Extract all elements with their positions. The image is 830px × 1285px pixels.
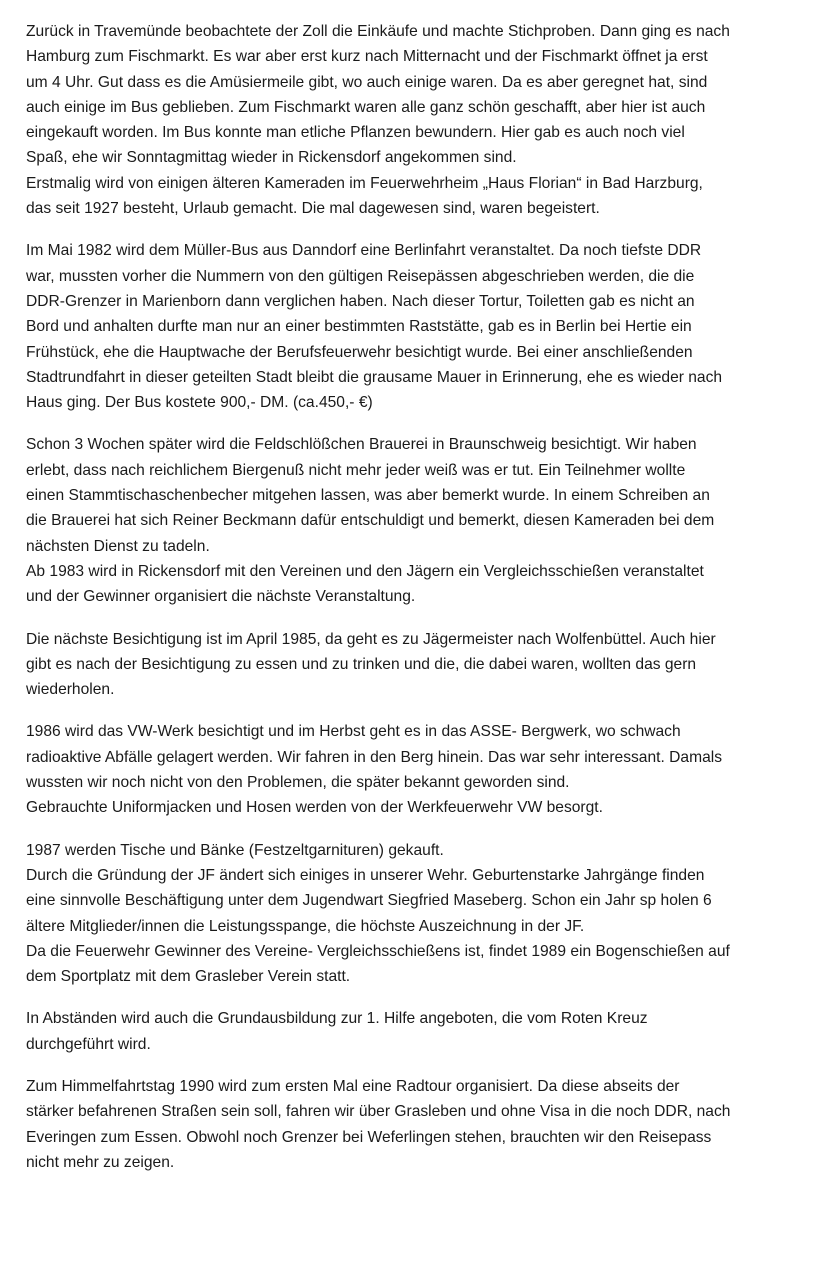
text-line: DDR-Grenzer in Marienborn dann verglichen haben. Nach dieser Tortur, Toiletten gab es nicht an: [26, 292, 695, 310]
text-line: eingekauft worden. Im Bus konnte man etliche Pflanzen bewundern. Hier gab es auch noch viel: [26, 124, 685, 142]
text-line: Bord und anhalten durfte man nur an einer bestimmten Raststätte, gab es in Berlin bei Hertie ein: [26, 318, 692, 336]
paragraph-travemuende: [26, 19, 820, 221]
paragraph-jaegermeister: [26, 627, 820, 703]
text-line: war, mussten vorher die Nummern von den gültigen Reisepässen abgeschrieben werden, die die: [26, 267, 695, 285]
text-line: Everingen zum Essen. Obwohl noch Grenzer bei Weferlingen stehen, brauchten wir den Reisepass: [26, 1128, 712, 1146]
text-line: Schon 3 Wochen später wird die Feldschlößchen Brauerei in Braunschweig besichtigt. Wir haben: [26, 436, 697, 454]
text-line: dem Sportplatz mit dem Grasleber Verein statt.: [26, 968, 351, 986]
text-line: Gebrauchte Uniformjacken und Hosen werden von der Werkfeuerwehr VW besorgt.: [26, 799, 603, 817]
text-line: einen Stammtischaschenbecher mitgehen lassen, was aber bemerkt wurde. In einem Schreiben an: [26, 487, 710, 505]
text-line: 1987 werden Tische und Bänke (Festzeltgarnituren) gekauft.: [26, 841, 444, 859]
text-line: Frühstück, ehe die Hauptwache der Berufsfeuerwehr besichtigt wurde. Bei einer anschließenden: [26, 343, 693, 361]
text-line: stärker befahrenen Straßen sein soll, fahren wir über Grasleben und ohne Visa in die noch DDR, nach: [26, 1103, 731, 1121]
text-line: auch einige im Bus geblieben. Zum Fischmarkt waren alle ganz schön geschafft, aber hier ist auch: [26, 98, 706, 116]
text-line: Zurück in Travemünde beobachtete der Zoll die Einkäufe und machte Stichproben. Dann ging es nach: [26, 23, 730, 40]
text-line: nächsten Dienst zu tadeln.: [26, 537, 210, 555]
text-line: eine sinnvolle Beschäftigung unter dem Jugendwart Siegfried Maseberg. Schon ein Jahr sp holen 6: [26, 892, 712, 910]
paragraph-berlinfahrt: [26, 238, 820, 415]
text-line: Erstmalig wird von einigen älteren Kameraden im Feuerwehrheim „Haus Florian“ in Bad Harzburg,: [26, 174, 703, 192]
text-line: nicht mehr zu zeigen.: [26, 1153, 175, 1171]
text-line: erlebt, dass nach reichlichem Biergenuß nicht mehr jeder weiß was er tut. Ein Teilnehmer wollte: [26, 461, 686, 479]
text-line: gibt es nach der Besichtigung zu essen und zu trinken und die, die dabei waren, wollten das gern: [26, 655, 697, 673]
text-line: 1986 wird das VW-Werk besichtigt und im Herbst geht es in das ASSE- Bergwerk, wo schwach: [26, 723, 681, 741]
text-line: wussten wir noch nicht von den Problemen, die später bekannt geworden sind.: [26, 774, 570, 792]
text-line: wiederholen.: [26, 681, 115, 699]
text-line: radioaktive Abfälle gelagert werden. Wir fahren in den Berg hinein. Das war sehr interessant. Damals: [26, 748, 723, 766]
text-line: Zum Himmelfahrtstag 1990 wird zum ersten Mal eine Radtour organisiert. Da diese abseits der: [26, 1077, 680, 1095]
paragraph-erste-hilfe: [26, 1006, 820, 1057]
text-line: Hamburg zum Fischmarkt. Es war aber erst kurz nach Mitternacht und der Fischmarkt öffnet ja erst: [26, 48, 708, 66]
text-line: das seit 1927 besteht, Urlaub gemacht. Die mal dagewesen sind, waren begeistert.: [26, 200, 600, 218]
text-line: Ab 1983 wird in Rickensdorf mit den Vereinen und den Jägern ein Vergleichsschießen veranstaltet: [26, 562, 704, 580]
paragraph-brauerei: [26, 432, 820, 609]
text-line: Stadtrundfahrt in dieser geteilten Stadt bleibt die grausame Mauer in Erinnerung, ehe es wieder nach: [26, 368, 723, 386]
text-line: durchgeführt wird.: [26, 1035, 151, 1053]
paragraph-radtour: [26, 1074, 820, 1175]
paragraph-jugendfeuerwehr: [26, 838, 820, 990]
text-line: um 4 Uhr. Gut dass es die Amüsiermeile gibt, wo auch einige waren. Da es aber geregnet hat, sind: [26, 73, 708, 91]
text-line: ältere Mitglieder/innen die Leistungsspange, die höchste Auszeichnung in der JF.: [26, 917, 585, 935]
paragraph-vw-werk: [26, 719, 820, 820]
text-line: Haus ging. Der Bus kostete 900,- DM. (ca.450,- €): [26, 394, 373, 412]
text-line: Durch die Gründung der JF ändert sich einiges in unserer Wehr. Geburtenstarke Jahrgänge finden: [26, 866, 705, 884]
text-line: Die nächste Besichtigung ist im April 1985, da geht es zu Jägermeister nach Wolfenbüttel. Auch hier: [26, 630, 716, 648]
text-line: Im Mai 1982 wird dem Müller-Bus aus Danndorf eine Berlinfahrt veranstaltet. Da noch tiefste DDR: [26, 242, 702, 260]
text-line: Spaß, ehe wir Sonntagmittag wieder in Rickensdorf angekommen sind.: [26, 149, 517, 167]
text-line: In Abständen wird auch die Grundausbildung zur 1. Hilfe angeboten, die vom Roten Kreuz: [26, 1010, 648, 1028]
text-line: Da die Feuerwehr Gewinner des Vereine- Vergleichsschießens ist, findet 1989 ein Bogenschießen auf: [26, 942, 730, 960]
text-line: die Brauerei hat sich Reiner Beckmann dafür entschuldigt und bemerkt, diesen Kameraden bei dem: [26, 512, 715, 530]
text-line: und der Gewinner organisiert die nächste Veranstaltung.: [26, 588, 416, 606]
